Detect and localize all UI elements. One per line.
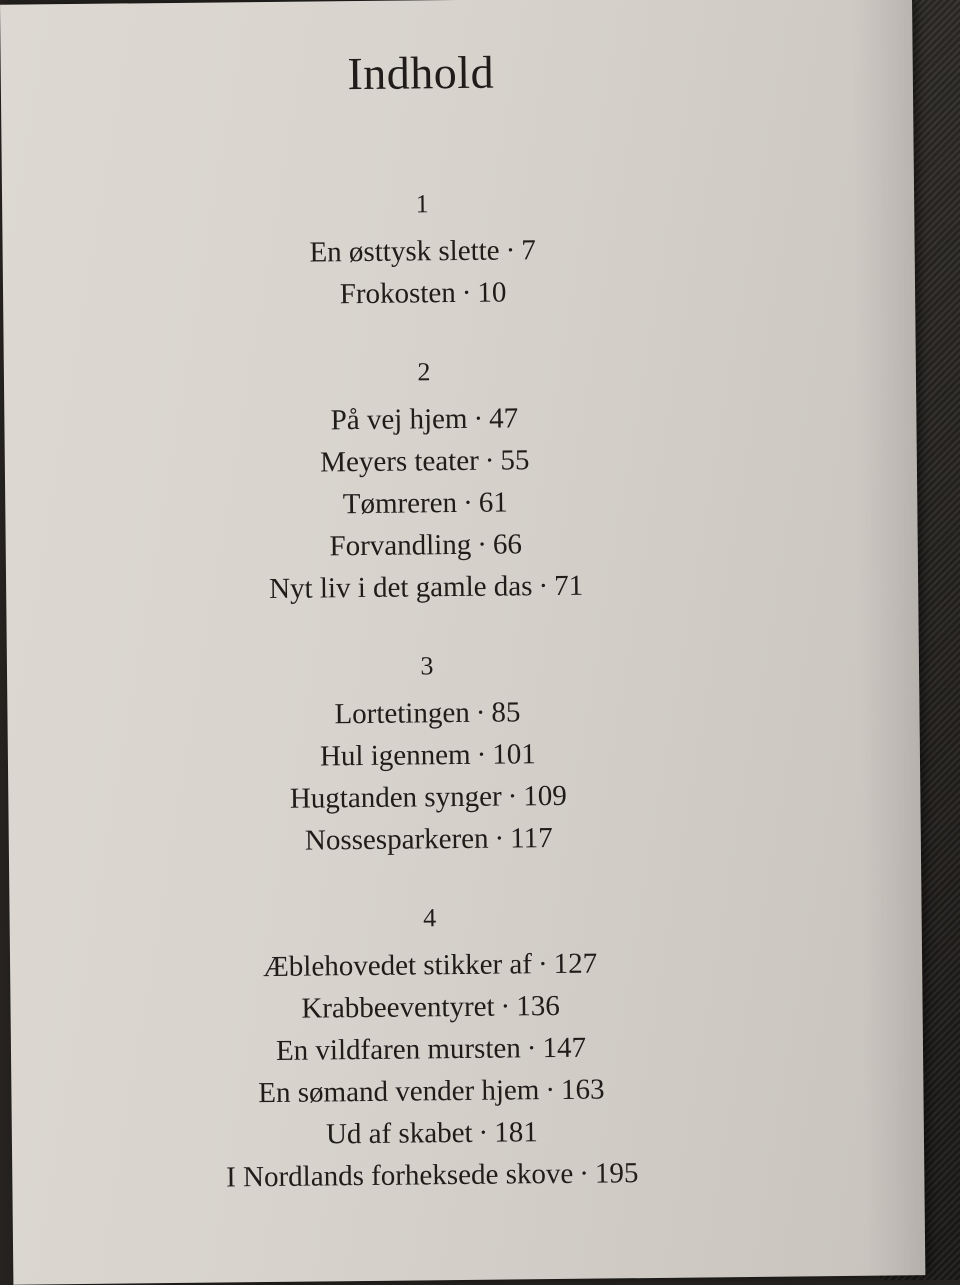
- page-number: 181: [494, 1116, 538, 1149]
- separator-dot: ·: [526, 1032, 537, 1065]
- page-title: Indhold: [347, 46, 495, 100]
- page-number: 7: [521, 234, 536, 267]
- separator-dot: ·: [538, 570, 549, 603]
- chapter-title: En sømand vender hjem: [258, 1074, 540, 1110]
- separator-dot: ·: [500, 990, 511, 1023]
- chapter-title: Hul igennem: [319, 738, 471, 773]
- chapter-title: På vej hjem: [330, 402, 468, 437]
- page-number: 136: [516, 989, 560, 1023]
- chapter-title: Nossesparkeren: [304, 822, 489, 857]
- section-number: 1: [415, 189, 429, 219]
- toc-section: [7, 642, 849, 865]
- chapter-title: Tømreren: [342, 487, 458, 521]
- separator-dot: ·: [545, 1074, 556, 1107]
- page-number: 127: [553, 947, 598, 981]
- toc-entry: [9, 814, 849, 865]
- page-number: 117: [510, 822, 553, 855]
- page-number: 61: [478, 486, 508, 519]
- page-number: 147: [542, 1031, 587, 1065]
- table-of-contents: [0, 36, 852, 1239]
- toc-sections: [2, 180, 853, 1201]
- separator-dot: ·: [494, 822, 505, 855]
- page-number: 109: [523, 779, 567, 813]
- section-number: 3: [420, 651, 434, 681]
- chapter-title: Ud af skabet: [325, 1116, 473, 1151]
- separator-dot: ·: [484, 444, 495, 477]
- page-number: 71: [553, 569, 584, 603]
- chapter-title: Hugtanden synger: [289, 780, 502, 815]
- separator-dot: ·: [537, 948, 548, 981]
- section-number: 2: [417, 357, 431, 387]
- page-number: 163: [560, 1073, 605, 1106]
- separator-dot: ·: [507, 780, 518, 813]
- toc-section: [4, 348, 847, 613]
- toc-entry: [12, 1150, 852, 1201]
- chapter-title: I Nordlands forheksede skove: [226, 1157, 574, 1194]
- separator-dot: ·: [462, 486, 473, 519]
- page-number: 85: [491, 696, 521, 729]
- chapter-title: Krabbeeventyret: [301, 990, 495, 1025]
- section-number: 4: [422, 903, 437, 933]
- page-number: 101: [492, 738, 536, 771]
- page-number: 66: [492, 528, 523, 561]
- separator-dot: ·: [473, 402, 484, 435]
- chapter-title: Meyers teater: [320, 444, 479, 479]
- toc-entry: [3, 268, 843, 319]
- page-number: 10: [477, 276, 507, 309]
- chapter-title: Nyt liv i det gamle das: [268, 570, 533, 605]
- separator-dot: ·: [475, 696, 486, 729]
- separator-dot: ·: [505, 234, 516, 267]
- chapter-title: En vildfaren mursten: [275, 1032, 521, 1067]
- chapter-title: Lortetingen: [334, 696, 470, 731]
- chapter-title: Frokosten: [339, 277, 456, 311]
- separator-dot: ·: [476, 738, 487, 771]
- separator-dot: ·: [579, 1157, 590, 1190]
- chapter-title: Forvandling: [329, 528, 472, 563]
- chapter-title: En østtysk slette: [309, 234, 500, 269]
- separator-dot: ·: [477, 528, 488, 561]
- chapter-title: Æblehovedet stikker af: [262, 948, 533, 984]
- separator-dot: ·: [478, 1116, 489, 1149]
- page-number: 195: [594, 1157, 639, 1190]
- page-number: 47: [489, 402, 519, 435]
- toc-section: [9, 894, 852, 1201]
- page-number: 55: [500, 444, 530, 477]
- toc-entry: [6, 562, 846, 613]
- separator-dot: ·: [461, 276, 472, 309]
- toc-section: [2, 180, 843, 319]
